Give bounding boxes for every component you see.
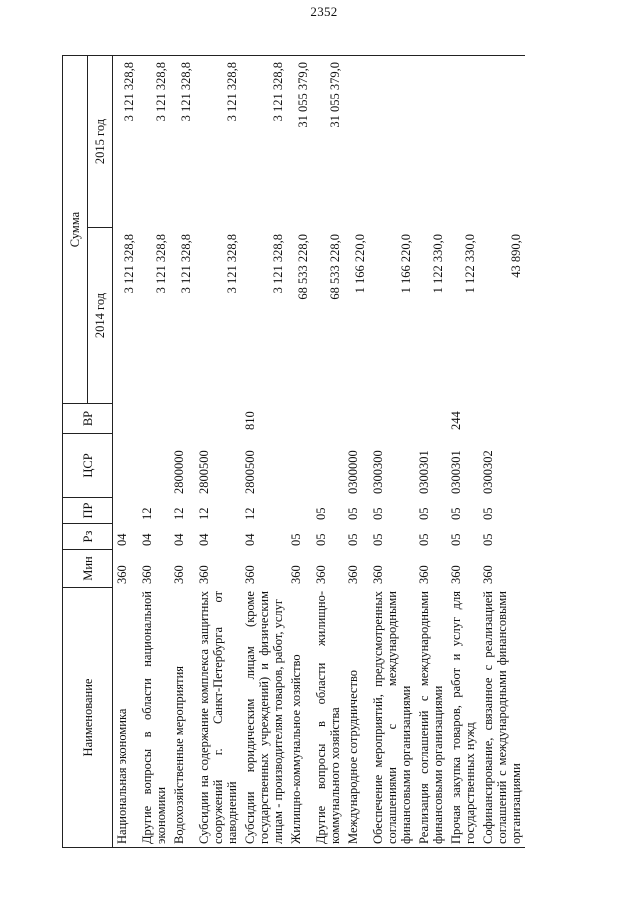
row-2014: 3 121 328,8 — [270, 234, 285, 294]
row-2015 — [344, 56, 369, 228]
header-min: Мин — [63, 550, 113, 588]
row-vr — [113, 404, 138, 434]
row-csr: 0300300 — [370, 450, 385, 494]
row-name: Водохозяйственные мероприятия — [170, 588, 195, 848]
row-rz: 04 — [196, 533, 211, 546]
row-rz: 05 — [313, 533, 328, 546]
row-2015: 3 121 328,8 — [170, 56, 195, 228]
header-csr: ЦСР — [63, 434, 113, 498]
row-2014: 68 533 228,0 — [327, 234, 342, 300]
row-2015 — [479, 56, 525, 228]
row-min: 360 — [480, 565, 495, 584]
table-header — [63, 56, 113, 848]
row-2014: 68 533 228,0 — [295, 234, 310, 300]
row-pr — [113, 498, 138, 524]
table-row — [170, 56, 195, 848]
header-2014: 2014 год — [88, 228, 113, 404]
row-rz: 04 — [242, 533, 257, 546]
row-2014: 1 166 220,0 — [398, 234, 413, 294]
row-2014: 1 122 330,0 — [430, 234, 445, 294]
row-pr: 12 — [171, 507, 186, 520]
row-csr — [312, 434, 344, 498]
row-name: Субсидии юридическим лицам (кроме государственных учреждений) и физическим лицам - производителям товаров, работ, услуг — [241, 588, 287, 848]
table-row — [369, 56, 415, 848]
row-vr — [195, 404, 241, 434]
table-row — [344, 56, 369, 848]
row-min: 360 — [139, 565, 154, 584]
row-vr — [138, 404, 170, 434]
row-vr — [415, 404, 447, 434]
row-rz: 05 — [416, 533, 431, 546]
row-name: Обеспечение мероприятий, предусмотренных соглашениями с международными финансовыми организациями — [369, 588, 415, 848]
table-row — [415, 56, 447, 848]
row-rz: 05 — [288, 533, 303, 546]
row-csr — [138, 434, 170, 498]
row-name: Национальная экономика — [113, 588, 138, 848]
table-row — [138, 56, 170, 848]
row-name: Реализация соглашений с международными финансовыми организациями — [415, 588, 447, 848]
header-name: Наименование — [63, 588, 113, 848]
row-name: Другие вопросы в области национальной экономики — [138, 588, 170, 848]
row-min: 360 — [313, 565, 328, 584]
row-2014: 3 121 328,8 — [121, 234, 136, 294]
row-min: 360 — [448, 565, 463, 584]
row-2014: 3 121 328,8 — [153, 234, 168, 294]
table-row — [241, 56, 287, 848]
row-pr: 12 — [242, 507, 257, 520]
row-min: 360 — [345, 565, 360, 584]
row-pr: 05 — [345, 507, 360, 520]
header-sum: Сумма — [63, 56, 88, 404]
row-2015 — [447, 56, 479, 228]
row-csr: 2800500 — [196, 450, 211, 494]
row-2014: 3 121 328,8 — [224, 234, 239, 294]
row-pr: 05 — [416, 507, 431, 520]
table-row — [113, 56, 138, 848]
row-vr — [170, 404, 195, 434]
row-name: Другие вопросы в области жилищно-коммунального хозяйства — [312, 588, 344, 848]
row-vr — [344, 404, 369, 434]
row-csr: 0300000 — [345, 450, 360, 494]
row-csr: 2800000 — [171, 450, 186, 494]
row-2015: 3 121 328,8 — [138, 56, 170, 228]
row-min: 360 — [370, 565, 385, 584]
row-pr: 05 — [313, 507, 328, 520]
row-pr: 12 — [196, 507, 211, 520]
table-row — [479, 56, 525, 848]
row-csr — [287, 434, 312, 498]
row-2014: 3 121 328,8 — [178, 234, 193, 294]
row-csr: 0300301 — [416, 450, 431, 494]
row-rz: 04 — [171, 533, 186, 546]
row-pr: 05 — [480, 507, 495, 520]
row-min: 360 — [196, 565, 211, 584]
row-vr — [287, 404, 312, 434]
row-2015: 31 055 379,0 — [312, 56, 344, 228]
row-2015 — [415, 56, 447, 228]
row-2015: 3 121 328,8 — [241, 56, 287, 228]
row-vr: 810 — [242, 411, 257, 430]
row-min: 360 — [171, 565, 186, 584]
table-row — [287, 56, 312, 848]
table-row — [195, 56, 241, 848]
row-2015 — [369, 56, 415, 228]
row-vr: 244 — [448, 411, 463, 430]
row-rz: 04 — [115, 533, 129, 546]
page-number: 2352 — [310, 4, 338, 19]
header-rz: Рз — [63, 524, 113, 550]
row-pr: 12 — [139, 507, 154, 520]
row-csr: 0300301 — [448, 450, 463, 494]
row-min: 360 — [416, 565, 431, 584]
header-pr: ПР — [63, 498, 113, 524]
row-pr: 05 — [448, 507, 463, 520]
row-name: Софинансирование, связанное с реализацией соглашений с международными финансовыми организациями — [479, 588, 525, 848]
row-min: 360 — [115, 565, 129, 584]
row-rz: 05 — [448, 533, 463, 546]
table-body — [113, 56, 525, 848]
row-rz: 04 — [139, 533, 154, 546]
row-name: Жилищно-коммунальное хозяйство — [287, 588, 312, 848]
row-vr — [312, 404, 344, 434]
row-rz: 05 — [370, 533, 385, 546]
row-csr: 0300302 — [480, 450, 495, 494]
row-2014: 1 166 220,0 — [352, 234, 367, 294]
row-min: 360 — [242, 565, 257, 584]
row-min: 360 — [288, 565, 303, 584]
row-2015: 3 121 328,8 — [195, 56, 241, 228]
row-pr — [287, 498, 312, 524]
header-2015: 2015 год — [88, 56, 113, 228]
row-vr — [479, 404, 525, 434]
table-row — [312, 56, 344, 848]
row-pr: 05 — [370, 507, 385, 520]
row-rz: 05 — [345, 533, 360, 546]
row-2015: 31 055 379,0 — [287, 56, 312, 228]
row-2014: 43 890,0 — [508, 234, 523, 278]
row-csr — [113, 434, 138, 498]
header-vr: ВР — [63, 404, 113, 434]
table-row — [447, 56, 479, 848]
budget-table — [62, 55, 525, 848]
rotated-table-page — [62, 56, 600, 848]
row-csr: 2800500 — [242, 450, 257, 494]
row-name: Прочая закупка товаров, работ и услуг для государственных нужд — [447, 588, 479, 848]
row-rz: 05 — [480, 533, 495, 546]
row-vr — [369, 404, 415, 434]
row-2014: 1 122 330,0 — [462, 234, 477, 294]
row-name: Международное сотрудничество — [344, 588, 369, 848]
row-2015: 3 121 328,8 — [113, 56, 138, 228]
row-name: Субсидии на содержание комплекса защитных сооружений г. Санкт-Петербурга от наводнений — [195, 588, 241, 848]
